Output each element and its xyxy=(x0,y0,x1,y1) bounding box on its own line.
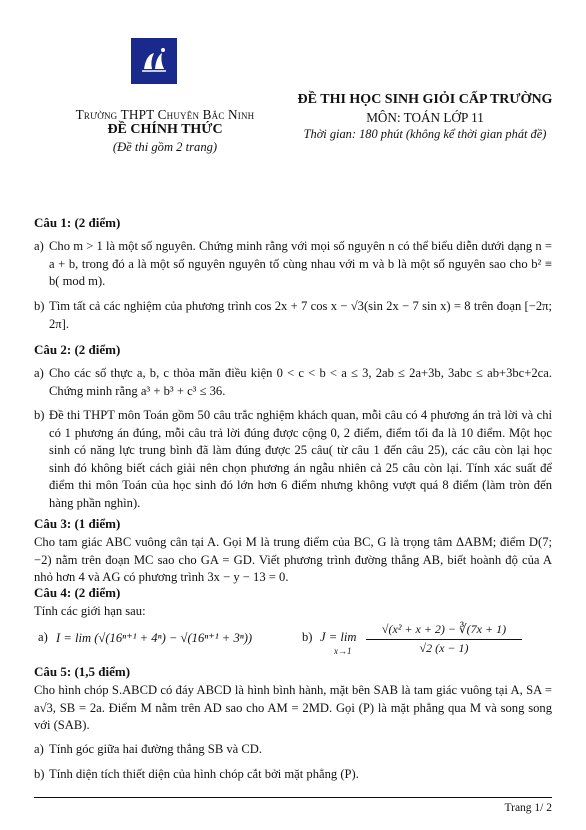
q5-b-text: Tính diện tích thiết diện của hình chóp cắt bởi mặt phẳng (P). xyxy=(49,767,359,781)
q4-b-sub: x→1 xyxy=(334,646,352,656)
pages-note: (Đề thi gồm 2 trang) xyxy=(112,140,218,154)
q4-b-num: √(x² + x + 2) − ∛(7x + 1) xyxy=(381,622,507,636)
q1-part-b xyxy=(34,298,552,333)
q2-b-label: b) xyxy=(34,408,45,422)
q2-part-b xyxy=(34,407,552,512)
q3-text: Cho tam giác ABC vuông cân tại A. Gọi M là trung điểm của BC, G là trọng tâm ΔABM; điểm D(7; −2) nằm trên đoạn MC sao cho GA = GD. Viết phương trình đường thẳng AB, biết hoành độ của A nhỏ hơn 4 và AG có phương trình 3x − y − 13 = 0. xyxy=(34,535,552,584)
q1-b-label: b) xyxy=(34,299,45,313)
q4-a-label: a) xyxy=(38,630,48,644)
school-logo xyxy=(131,38,177,84)
q1-part-a xyxy=(34,238,552,291)
q2-part-a xyxy=(34,365,552,400)
exam-subject: MÔN: TOÁN LỚP 11 xyxy=(366,110,484,125)
q4-intro: Tính các giới hạn sau: xyxy=(34,604,146,618)
q4-b-den: √2 (x − 1) xyxy=(419,641,469,655)
q2-b-text: Đề thi THPT môn Toán gồm 50 câu trắc nghiệm khách quan, mỗi câu có 4 phương án trả lời và chỉ có 1 phương án đúng, mỗi câu trả lời đúng được cộng 0, 2 điểm, điểm tối đa là 10 điểm. Một học sinh có năng lực trung bình đã làm đúng được 25 câu( từ câu 1 đến câu 25), các câu còn lại học sinh đó không biết cách giải nên chọn phương án ngẫu nhiên cả 25 câu còn lại. Tính xác suất để điểm thi môn Toán của học sinh đó lớn hơn 6 điểm nhưng không vượt quá 8 điểm (làm tròn đến hàng phần nghìn). xyxy=(49,408,552,510)
exam-title: ĐỀ THI HỌC SINH GIỎI CẤP TRƯỜNG xyxy=(297,92,553,107)
q2-a-label: a) xyxy=(34,366,44,380)
q4-limits xyxy=(34,622,552,658)
q1-a-text: Cho m > 1 là một số nguyên. Chứng minh rằng với mọi số nguyên n có thể biểu diễn dưới dạng n = a + b, trong đó a là một số nguyên nguyên tố cùng nhau với m và b là một số nguyên sao cho b² ≡ b( mod m). xyxy=(49,239,552,288)
q4-b-label: b) xyxy=(302,630,313,644)
q5-part-a xyxy=(34,741,552,759)
q2-heading: Câu 2: (2 điểm) xyxy=(34,342,121,357)
school-name: Trường THPT Chuyên Bắc Ninh xyxy=(75,107,255,122)
q4-b-fraction-bar xyxy=(366,639,522,640)
q2-a-text: Cho các số thực a, b, c thỏa mãn điều kiện 0 < c < b < a ≤ 3, 2ab ≤ 2a+3b, 3abc ≤ ab+3bc+2ca. Chứng minh rằng a³ + b³ + c³ ≤ 36. xyxy=(49,366,552,398)
q5-b-label: b) xyxy=(34,767,45,781)
q5-a-text: Tính góc giữa hai đường thẳng SB và CD. xyxy=(49,742,263,756)
official-label: ĐỀ CHÍNH THỨC xyxy=(107,122,223,137)
footer-rule xyxy=(34,797,552,798)
school-logo-icon xyxy=(134,41,174,81)
exam-time: Thời gian: 180 phút (không kể thời gian phát đề) xyxy=(303,127,547,141)
q4-b-lhs: J = lim xyxy=(320,630,357,644)
q4-heading: Câu 4: (2 điểm) xyxy=(34,585,121,600)
q3-heading: Câu 3: (1 điểm) xyxy=(34,516,121,531)
q5-a-label: a) xyxy=(34,742,44,756)
q5-part-b xyxy=(34,766,552,784)
q1-heading: Câu 1: (2 điểm) xyxy=(34,215,121,230)
q1-b-text: Tìm tất cả các nghiệm của phương trình cos 2x + 7 cos x − √3(sin 2x − 7 sin x) = 8 trên đoạn [−2π; 2π]. xyxy=(49,299,552,331)
q1-a-label: a) xyxy=(34,239,44,253)
page-number: Trang 1/ 2 xyxy=(504,802,552,814)
q4-a-expr: I = lim (√(16ⁿ⁺¹ + 4ⁿ) − √(16ⁿ⁺¹ + 3ⁿ)) xyxy=(56,631,253,645)
q5-heading: Câu 5: (1,5 điểm) xyxy=(34,664,131,679)
q5-text: Cho hình chóp S.ABCD có đáy ABCD là hình bình hành, mặt bên SAB là tam giác vuông tại A, SA = a√3, SB = 2a. Điểm M nằm trên AD sao cho AM = 2MD. Gọi (P) là mặt phẳng qua M và song song với (SAB). xyxy=(34,683,552,732)
